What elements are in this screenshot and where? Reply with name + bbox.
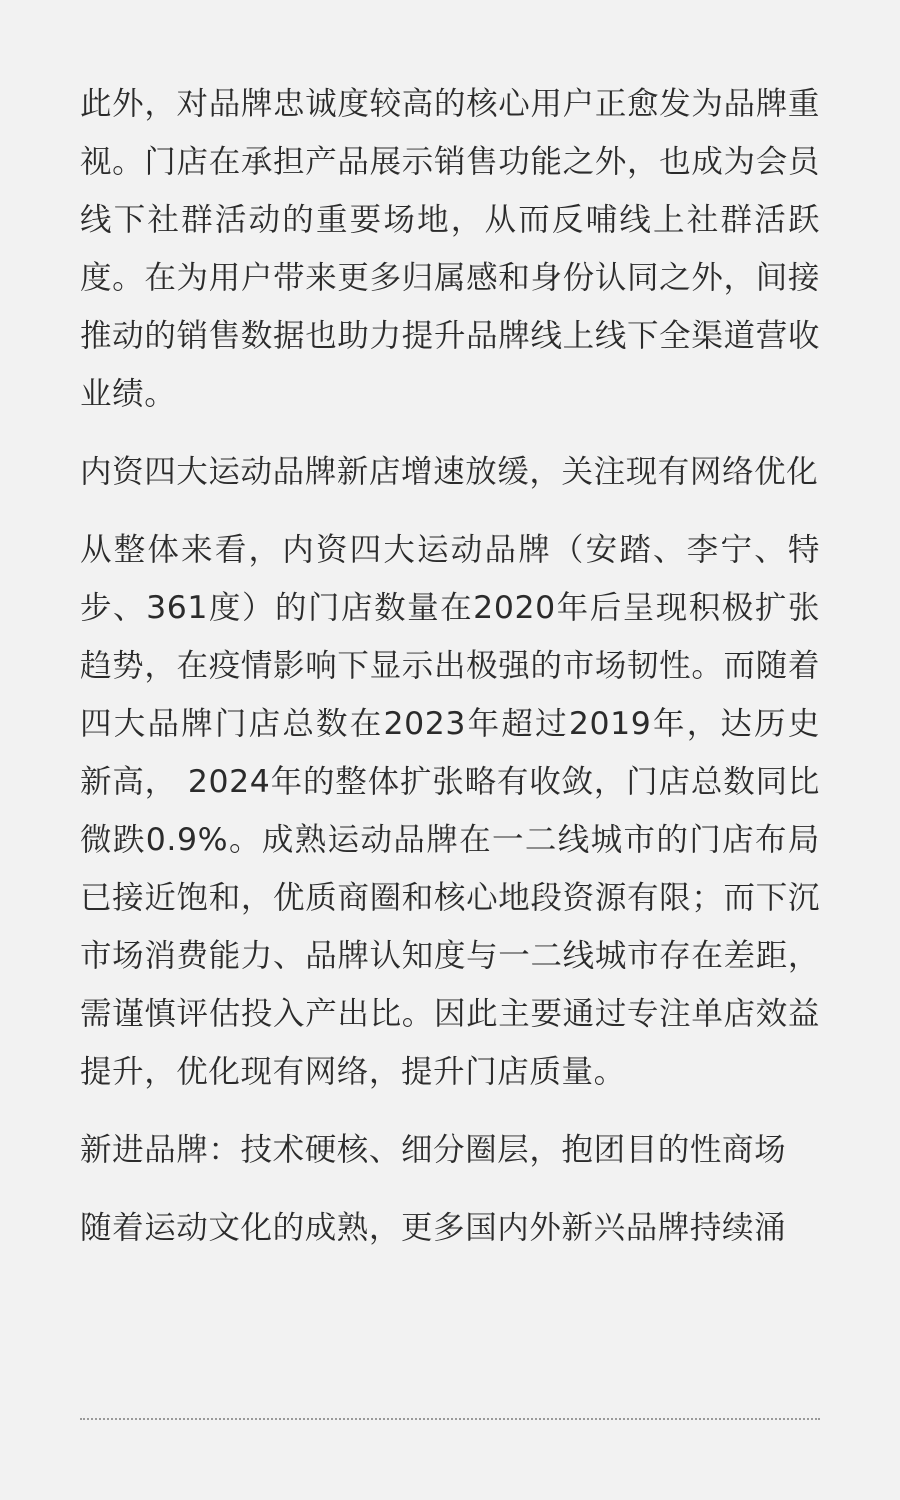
article-body [80, 75, 820, 1257]
section-heading-domestic-brands: 内资四大运动品牌新店增速放缓，关注现有网络优化 [80, 454, 819, 490]
paragraph-store-community: 此外，对品牌忠诚度较高的核心用户正愈发为品牌重视。门店在承担产品展示销售功能之外，也成为会员线下社群活动的重要场地，从而反哺线上社群活跃度。在为用户带来更多归属感和身份认同之外，间接推动的销售数据也助力提升品牌线上线下全渠道营收业绩。 [80, 86, 820, 412]
section-heading-new-brands: 新进品牌：技术硬核、细分圈层，抱团目的性商场 [80, 1132, 787, 1168]
spacer [80, 423, 820, 443]
spacer [80, 501, 820, 521]
spacer [80, 1101, 820, 1121]
spacer [80, 1179, 820, 1199]
paragraph-new-brands-intro: 随着运动文化的成熟，更多国内外新兴品牌持续涌 [80, 1210, 787, 1246]
paragraph-store-expansion: 从整体来看，内资四大运动品牌（安踏、李宁、特步、361度）的门店数量在2020年后呈现积极扩张趋势，在疫情影响下显示出极强的市场韧性。而随着四大品牌门店总数在2023年超过2019年，达历史新高， 2024年的整体扩张略有收敛，门店总数同比微跌0.9%。成熟运动品牌在一二线城市的门店布局已接近饱和，优质商圈和核心地段资源有限；而下沉市场消费能力、品牌认知度与一二线城市存在差距，需谨慎评估投入产出比。因此主要通过专注单店效益提升，优化现有网络，提升门店质量。 [80, 532, 820, 1090]
dotted-divider [80, 1418, 820, 1420]
